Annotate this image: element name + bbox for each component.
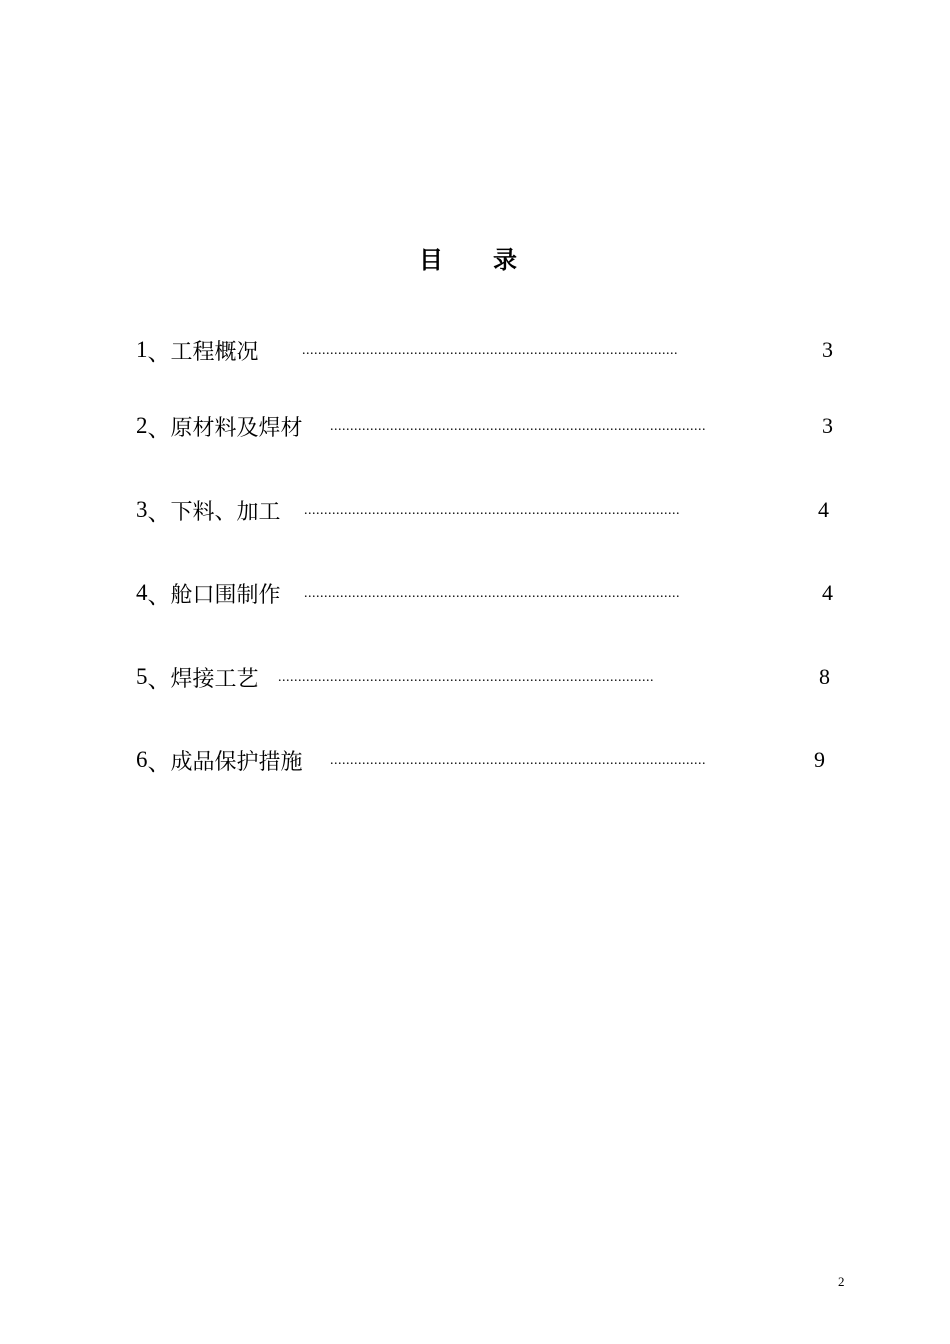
toc-entry-separator: 、 xyxy=(147,666,171,692)
toc-entry-label: 舱口围制作 xyxy=(170,582,281,608)
toc-entry-page: 8 xyxy=(819,664,830,689)
toc-entry-5[interactable] xyxy=(136,661,830,693)
toc-entry-number: 4 xyxy=(136,580,148,605)
page-number: 2 xyxy=(838,1274,845,1289)
toc-entry-label: 焊接工艺 xyxy=(170,666,259,692)
toc-entry-number: 1 xyxy=(136,337,148,362)
toc-leader-dots: .............................................................................................. xyxy=(304,503,680,518)
toc-entry-separator: 、 xyxy=(147,582,171,608)
toc-entry-number: 5 xyxy=(136,664,148,689)
toc-entry-number: 2 xyxy=(136,413,148,438)
toc-entry-page: 3 xyxy=(822,337,833,362)
toc-entry-label: 下料、加工 xyxy=(170,499,281,525)
toc-entry-1[interactable] xyxy=(136,334,833,366)
toc-leader-dots: .............................................................................................. xyxy=(330,419,706,434)
toc-entry-separator: 、 xyxy=(147,415,171,441)
toc-title: 目录 xyxy=(419,246,567,274)
toc-entry-page: 9 xyxy=(814,747,825,772)
toc-entry-label: 工程概况 xyxy=(170,339,259,365)
toc-entry-2[interactable] xyxy=(136,410,833,442)
toc-entry-number: 3 xyxy=(136,497,148,522)
toc-entry-6[interactable] xyxy=(136,744,825,776)
toc-entry-page: 3 xyxy=(822,413,833,438)
toc-entry-page: 4 xyxy=(822,580,833,605)
toc-entry-label: 成品保护措施 xyxy=(170,749,303,775)
toc-entry-number: 6 xyxy=(136,747,148,772)
toc-leader-dots: .............................................................................................. xyxy=(278,670,654,685)
toc-entry-label: 原材料及焊材 xyxy=(170,415,303,441)
toc-entry-3[interactable] xyxy=(136,494,829,526)
toc-entry-separator: 、 xyxy=(147,499,171,525)
toc-leader-dots: .............................................................................................. xyxy=(302,343,678,358)
toc-entry-page: 4 xyxy=(818,497,829,522)
toc-entry-separator: 、 xyxy=(147,339,171,365)
toc-leader-dots: .............................................................................................. xyxy=(304,586,680,601)
toc-entry-separator: 、 xyxy=(147,749,171,775)
toc-entry-4[interactable] xyxy=(136,577,833,609)
toc-leader-dots: .............................................................................................. xyxy=(330,753,706,768)
